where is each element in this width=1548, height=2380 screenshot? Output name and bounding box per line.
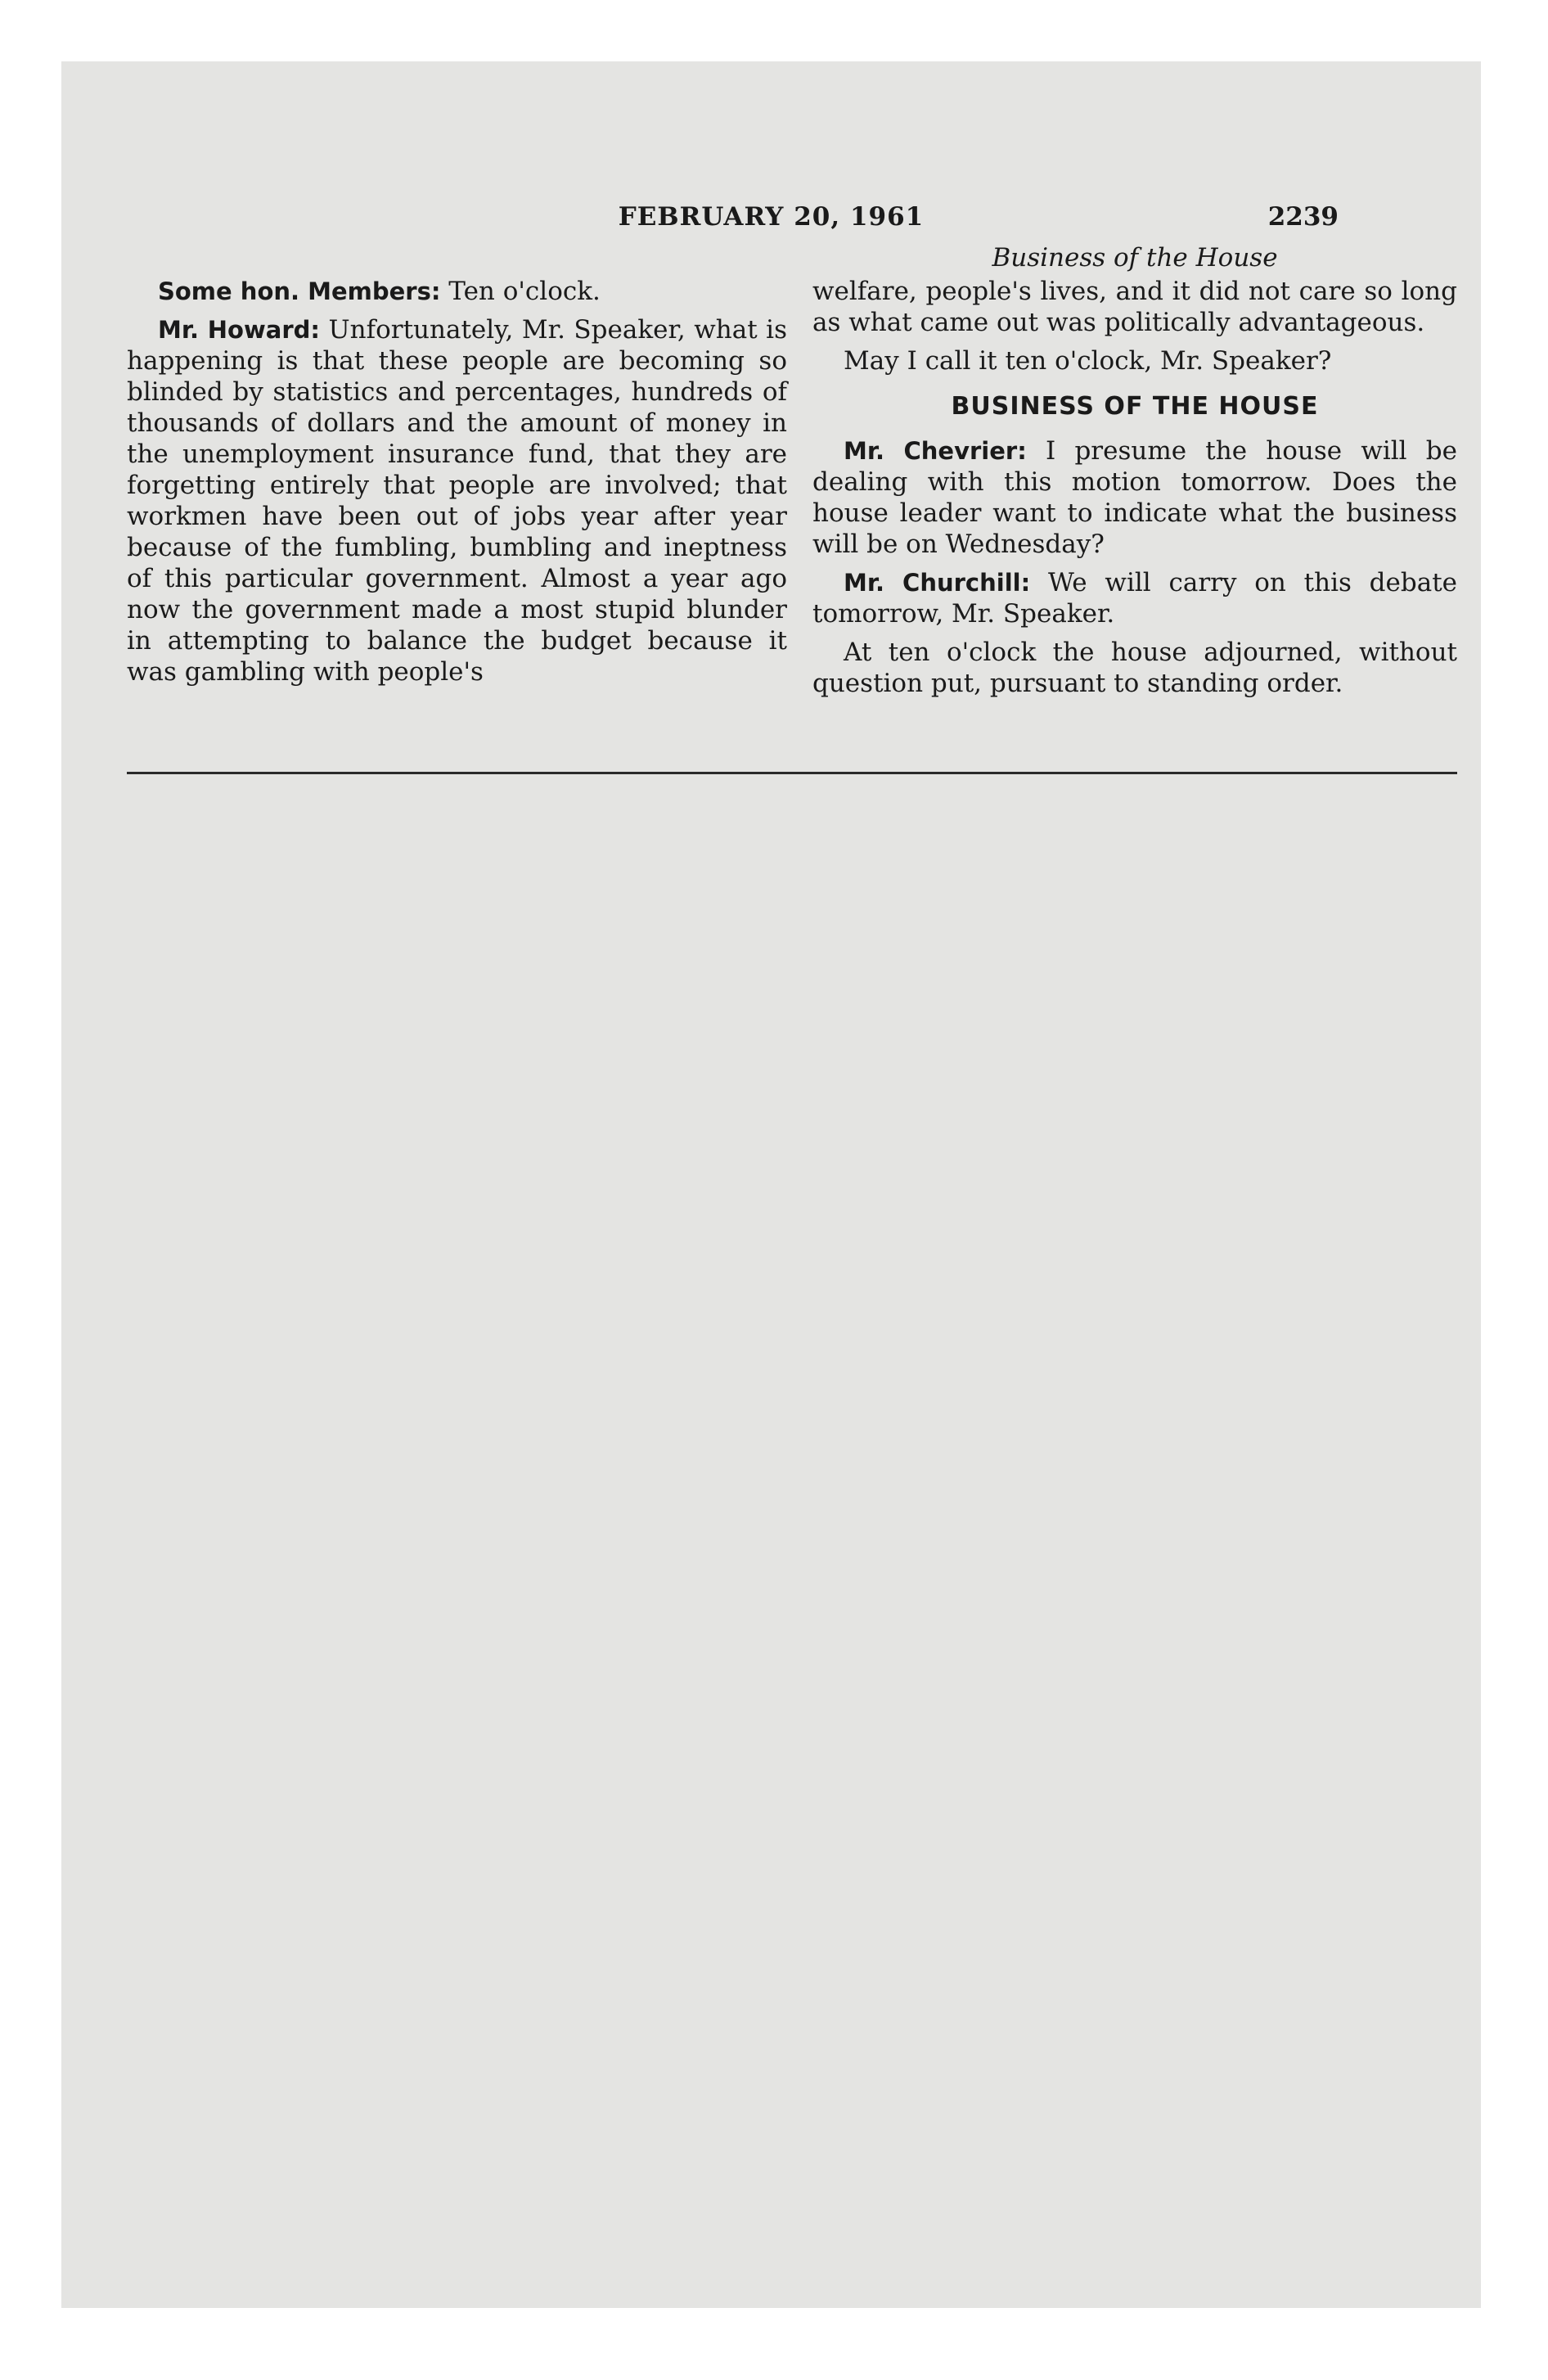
left-column bbox=[127, 276, 787, 695]
paragraph-text: Unfortunately, Mr. Speaker, what is happening is that these people are becoming so blinded by statistics and percentages, hundreds of thousands of dollars and the amount of money in the unemployment insurance fund, that they are forgetting entirely that people are involved; that workmen have been out of jobs year after year because of the fumbling, bumbling and ineptness of this particular government. Almost a year ago now the government made a most stupid blunder in attempting to balance the budget because it was gambling with people's bbox=[127, 315, 788, 687]
right-column bbox=[812, 276, 1457, 706]
section-divider bbox=[127, 772, 1457, 774]
paragraph: welfare, people's lives, and it did not care so long as what came out was politically advantageous. bbox=[812, 277, 1457, 337]
paragraph: May I call it ten o'clock, Mr. Speaker? bbox=[844, 346, 1332, 376]
paragraph-text: Ten o'clock. bbox=[440, 277, 601, 306]
paragraph bbox=[127, 276, 787, 307]
speaker-name: Mr. Howard: bbox=[158, 316, 321, 344]
paragraph bbox=[127, 314, 787, 687]
paragraph bbox=[812, 435, 1457, 560]
speaker-name: Mr. Chevrier: bbox=[844, 437, 1027, 465]
page-date: FEBRUARY 20, 1961 bbox=[618, 202, 925, 232]
running-head: Business of the House bbox=[992, 243, 1278, 273]
speaker-name: Some hon. Members: bbox=[158, 277, 441, 305]
section-heading: BUSINESS OF THE HOUSE bbox=[951, 392, 1319, 421]
paragraph bbox=[812, 567, 1457, 629]
paragraph-text: I presume the house will be dealing with this motion tomorrow. Does the house leader want to indicate what the business will be on Wednesday? bbox=[812, 436, 1457, 559]
page-number: 2239 bbox=[1267, 202, 1339, 232]
speaker-name: Mr. Churchill: bbox=[844, 569, 1031, 597]
paragraph-text: We will carry on this debate tomorrow, Mr. Speaker. bbox=[812, 568, 1457, 629]
page bbox=[61, 61, 1481, 2308]
paragraph: At ten o'clock the house adjourned, without question put, pursuant to standing order. bbox=[812, 638, 1457, 698]
